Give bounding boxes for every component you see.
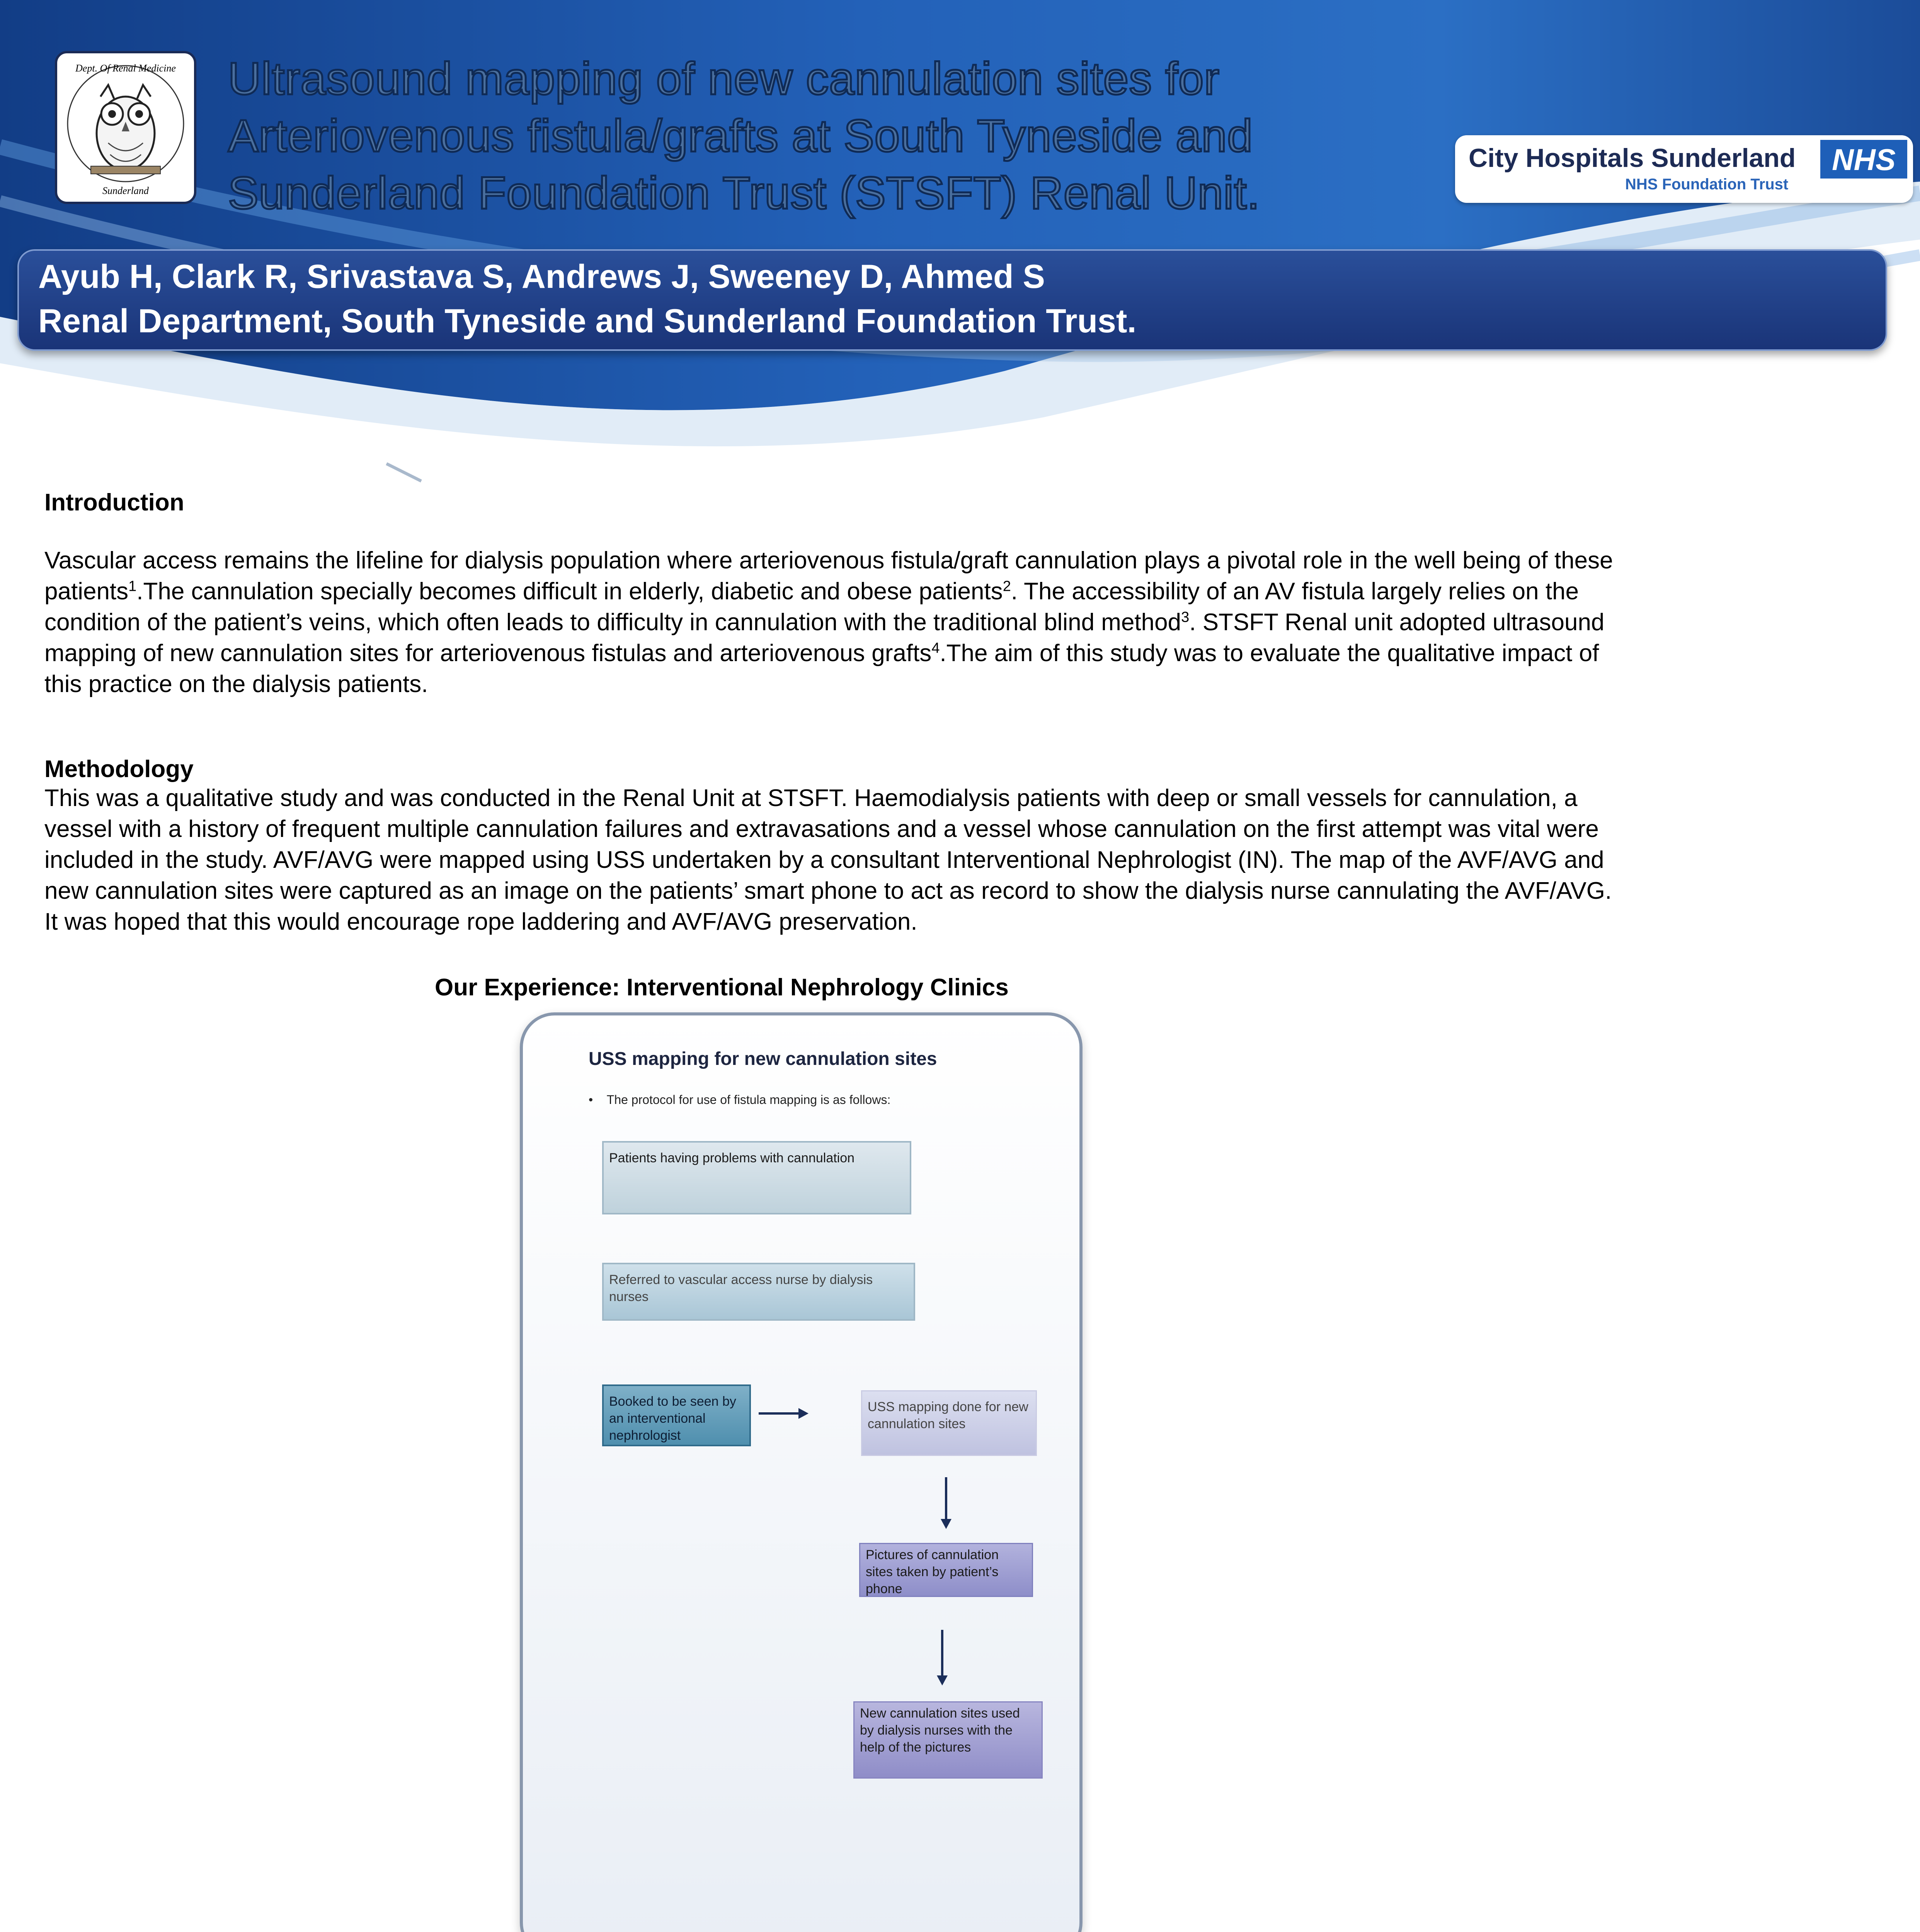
flow-bullet: • The protocol for use of fistula mapping is as follows: — [589, 1093, 891, 1107]
arrow-right-icon — [757, 1402, 811, 1425]
introduction-title: Introduction — [44, 489, 184, 516]
flow-step-referred: Referred to vascular access nurse by dialysis nurses — [602, 1263, 915, 1321]
title-line-1: Ultrasound mapping of new cannulation sites for — [228, 53, 1220, 104]
authors-names: Ayub H, Clark R, Srivastava S, Andrews J, Sweeney D, Ahmed S — [38, 258, 1045, 295]
owl-logo-bottom-text: Sunderland — [102, 185, 149, 196]
arrow-down-icon — [934, 1630, 950, 1688]
flow-step-booked: Booked to be seen by an interventional nephrologist — [602, 1384, 751, 1446]
nhs-badge: NHS — [1822, 142, 1905, 177]
flow-step-problems: Patients having problems with cannulation — [602, 1141, 911, 1214]
introduction-text: Vascular access remains the lifeline for dialysis population where arteriovenous fistula/graft cannulation plays a pivotal role in the well being of these patients$^1$.The cannulation specially becomes difficult in elderly, diabetic and obese patients$^2$. The accessibility of an AV fistula largely relies on the condition of the patient’s veins, which often leads to difficulty in cannulation with the traditional blind method$^3$. STSFT Renal unit adopted ultrasound mapping of new cannulation sites for arteriovenous fistulas and arteriovenous grafts$^4$.The aim of this study was to evaluate the qualitative impact of this practice on the dialysis patients. — [44, 547, 1613, 697]
flow-step-uss-mapping: USS mapping done for new cannulation sites — [861, 1390, 1037, 1456]
poster-title — [228, 50, 1426, 222]
renal-medicine-owl-logo — [54, 50, 197, 205]
authors-affiliation: Renal Department, South Tyneside and Sunderland Foundation Trust. — [38, 303, 1137, 340]
owl-logo-top-text: Dept. Of Renal Medicine — [75, 63, 176, 74]
title-line-2: Arteriovenous fistula/grafts at South Tyneside and — [228, 111, 1253, 162]
flow-step-new-sites: New cannulation sites used by dialysis nurses with the help of the pictures — [853, 1701, 1043, 1779]
nhs-logo-name: City Hospitals Sunderland — [1469, 143, 1796, 173]
authors-banner — [17, 249, 1887, 351]
authors-block — [38, 255, 1136, 344]
methodology-title: Methodology — [44, 756, 194, 782]
title-line-3: Sunderland Foundation Trust (STSFT) Renal Unit. — [228, 168, 1260, 219]
flow-step-pictures: Pictures of cannulation sites taken by patient’s phone — [859, 1543, 1033, 1597]
protocol-flow-panel — [520, 1012, 1083, 1932]
methodology-section — [44, 755, 1629, 937]
nhs-logo — [1455, 135, 1913, 203]
flow-panel-title: USS mapping for new cannulation sites — [589, 1049, 937, 1069]
nhs-logo-subtitle: NHS Foundation Trust — [1625, 176, 1789, 193]
methodology-text: This was a qualitative study and was conducted in the Renal Unit at STSFT. Haemodialysis patients with deep or small vessels for cannulation, a vessel with a history of frequent multiple cannulation failures and extravasations and a vessel whose cannulation on the first attempt was vital were included in the study. AVF/AVG were mapped using USS undertaken by a consultant Interventional Nephrologist (IN). The map of the AVF/AVG and new cannulation sites were captured as an image on the patients’ smart phone to act as record to show the dialysis nurse cannulating the AVF/AVG. It was hoped that this would encourage rope laddering and AVF/AVG preservation. — [44, 785, 1612, 935]
arrow-down-icon — [938, 1477, 954, 1531]
experience-title: Our Experience: Interventional Nephrology Clinics — [435, 974, 1009, 1001]
introduction-section — [44, 489, 1629, 700]
